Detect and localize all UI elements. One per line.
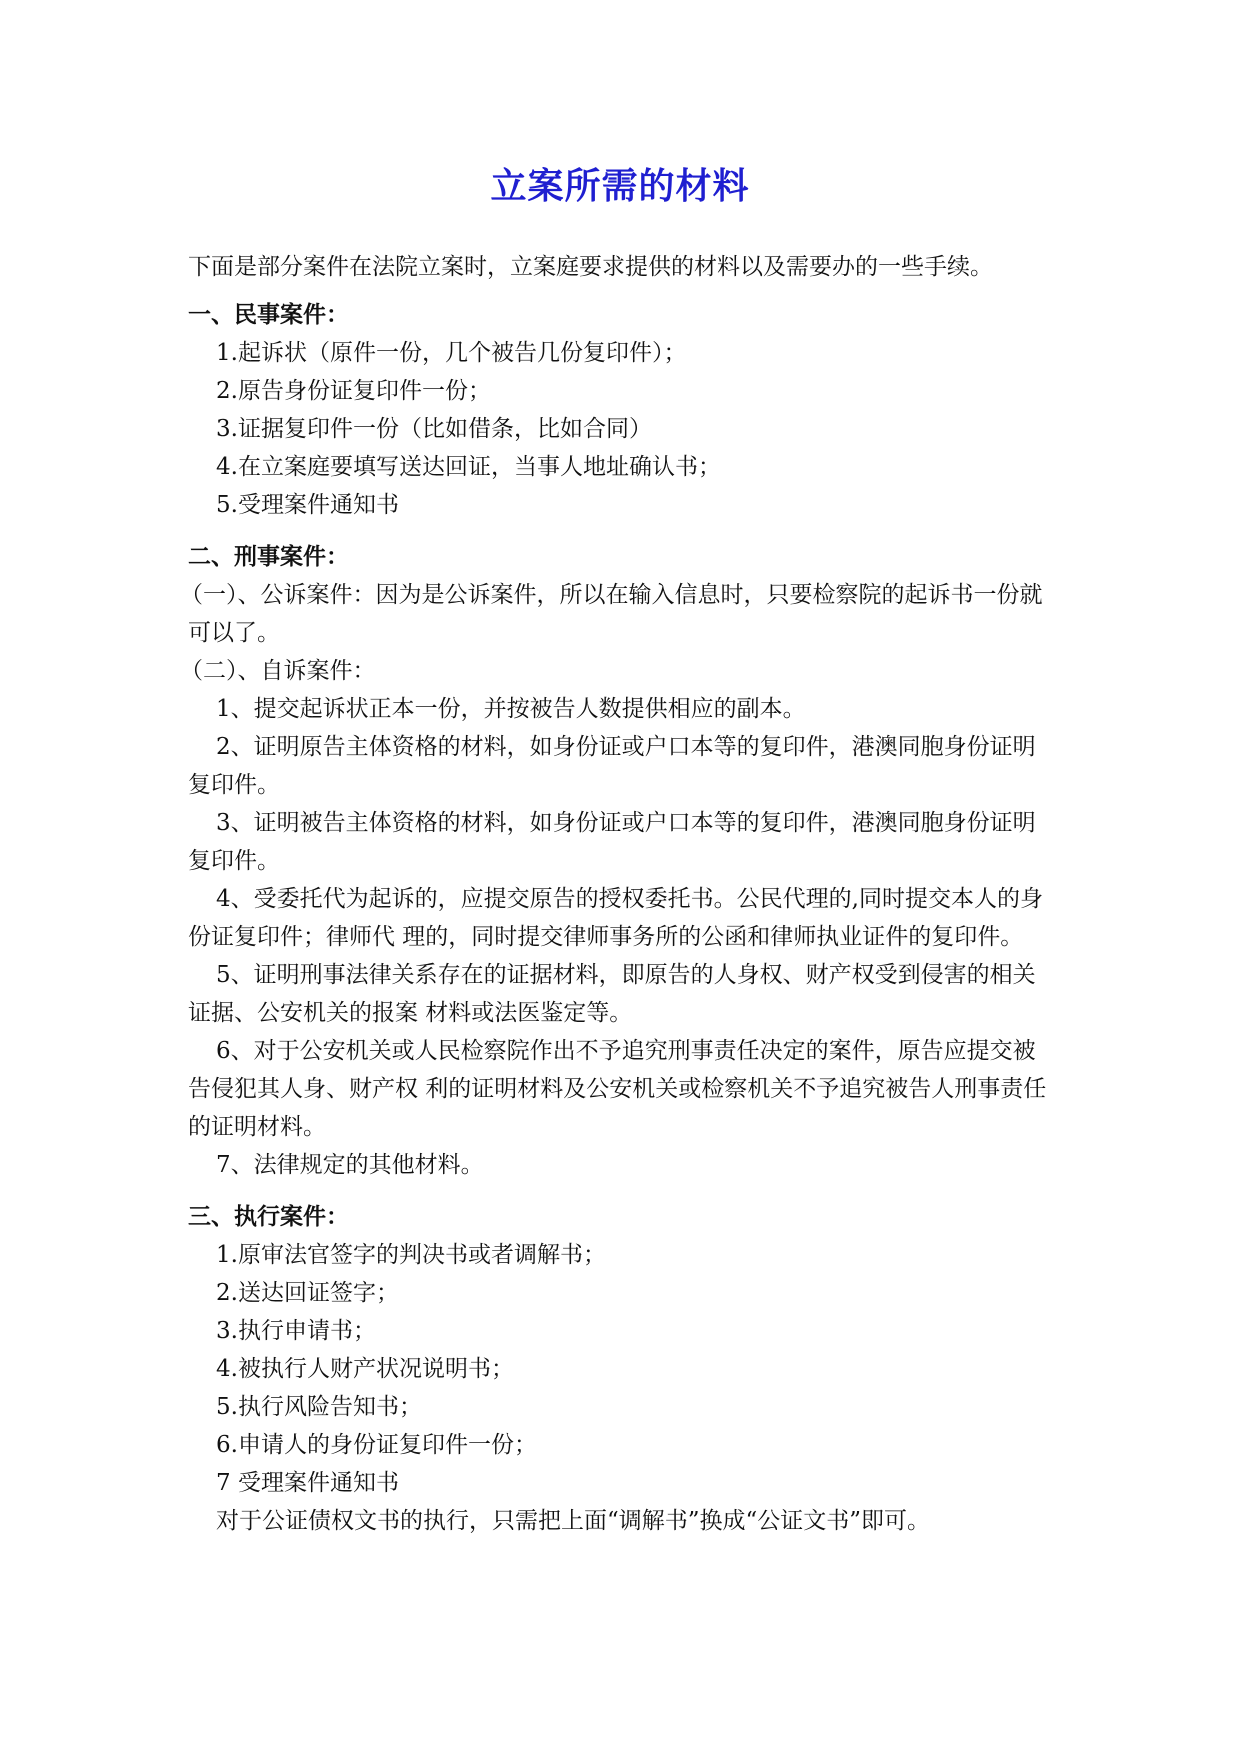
civil-section (188, 296, 1058, 524)
list-item: 5.受理案件通知书 (216, 492, 399, 518)
list-item: 6.申请人的身份证复印件一份； (216, 1432, 537, 1458)
list-item: 3、证明被告主体资格的材料，如身份证或户口本等的复印件，港澳同胞身份证明复印件。 (188, 810, 1036, 874)
list-item: 4、受委托代为起诉的，应提交原告的授权委托书。公民代理的,同时提交本人的身份证复印件；律师代 理的，同时提交律师事务所的公函和律师执业证件的复印件。 (188, 886, 1043, 950)
private-prosecution-heading: （二）、自诉案件： (180, 658, 376, 684)
list-item: 2.原告身份证复印件一份； (216, 378, 491, 404)
public-prosecution-paragraph: （一）、公诉案件：因为是公诉案件，所以在输入信息时，只要检察院的起诉书一份就可以了。 (180, 582, 1043, 646)
list-item: 3.证据复印件一份（比如借条，比如合同） (216, 416, 652, 442)
civil-heading: 一、民事案件： (188, 302, 349, 328)
list-item: 4.在立案庭要填写送达回证，当事人地址确认书； (216, 454, 721, 480)
list-item: 4.被执行人财产状况说明书； (216, 1356, 514, 1382)
enforcement-note: 对于公证债权文书的执行，只需把上面“调解书”换成“公证文书”即可。 (216, 1508, 931, 1534)
list-item: 1.原审法官签字的判决书或者调解书； (216, 1242, 606, 1268)
list-item: 1、提交起诉状正本一份，并按被告人数提供相应的副本。 (216, 696, 806, 722)
list-item: 7、法律规定的其他材料。 (216, 1152, 484, 1178)
document-title: 立案所需的材料 (490, 166, 750, 207)
list-item: 3.执行申请书； (216, 1318, 376, 1344)
list-item: 5.执行风险告知书； (216, 1394, 422, 1420)
list-item: 2.送达回证签字； (216, 1280, 399, 1306)
intro-paragraph: 下面是部分案件在法院立案时，立案庭要求提供的材料以及需要办的一些手续。 (188, 254, 993, 280)
list-item: 2、证明原告主体资格的材料，如身份证或户口本等的复印件，港澳同胞身份证明复印件。 (188, 734, 1036, 798)
list-item: 6、对于公安机关或人民检察院作出不予追究刑事责任决定的案件，原告应提交被告侵犯其人身、财产权 利的证明材料及公安机关或检察机关不予追究被告人刑事责任的证明材料。 (188, 1038, 1047, 1140)
criminal-section (180, 538, 1058, 1184)
enforcement-heading: 三、执行案件： (188, 1204, 349, 1230)
list-item: 7 受理案件通知书 (216, 1470, 399, 1496)
list-item: 5、证明刑事法律关系存在的证据材料，即原告的人身权、财产权受到侵害的相关证据、公安机关的报案 材料或法医鉴定等。 (188, 962, 1036, 1026)
document-body (180, 248, 1058, 1540)
enforcement-section (188, 1198, 1058, 1540)
list-item: 1.起诉状（原件一份，几个被告几份复印件）； (216, 340, 687, 366)
criminal-heading: 二、刑事案件： (188, 544, 349, 570)
